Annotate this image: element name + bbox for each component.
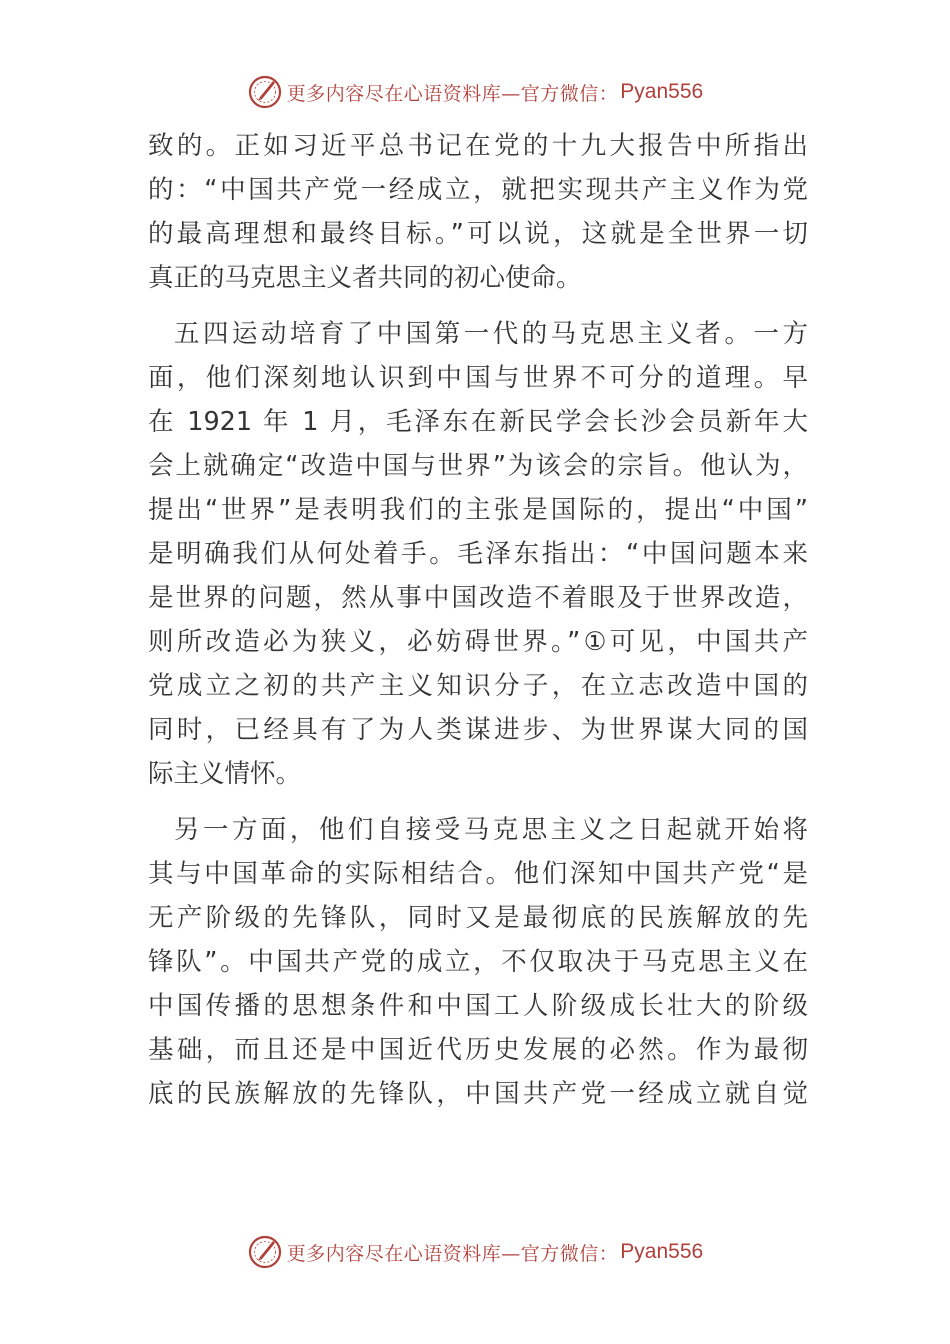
text-line: 锋队”。中国共产党的成立，不仅取决于马克思主义在: [148, 947, 808, 977]
text-line: 无产阶级的先锋队，同时又是最彻底的民族解放的先: [148, 903, 808, 933]
header-banner: [0, 72, 950, 112]
text-line: 基础，而且还是中国近代历史发展的必然。作为最彻: [148, 1035, 808, 1065]
text-line: 提出“世界”是表明我们的主张是国际的，提出“中国”: [148, 495, 808, 525]
banner-wechat-id: Pyan556: [620, 1240, 704, 1263]
text-line: 致的。正如习近平总书记在党的十九大报告中所指出: [148, 131, 808, 161]
text-line: 党成立之初的共产主义知识分子，在立志改造中国的: [148, 671, 808, 701]
text-line: 则所改造必为狭义，必妨碍世界。”①可见，中国共产: [148, 627, 808, 657]
text-line: 五四运动培育了中国第一代的马克思主义者。一方: [174, 319, 808, 349]
text-line: 是世界的问题，然从事中国改造不着眼及于世界改造，: [148, 583, 808, 613]
paragraph-1: [148, 124, 808, 300]
paragraph-3: [148, 808, 808, 1116]
text-line: 面，他们深刻地认识到中国与世界不可分的道理。早: [148, 363, 808, 393]
text-line: 底的民族解放的先锋队，中国共产党一经成立就自觉: [148, 1079, 808, 1109]
paragraph-2: [148, 312, 808, 796]
text-line: 的最高理想和最终目标。”可以说，这就是全世界一切: [148, 219, 808, 249]
text-line: 际主义情怀。: [148, 759, 302, 789]
banner-text: 更多内容尽在心语资料库—官方微信：: [286, 1242, 619, 1265]
banner-text: 更多内容尽在心语资料库—官方微信：: [286, 82, 619, 105]
document-body: [148, 124, 808, 1116]
text-line: 是明确我们从何处着手。毛泽东指出：“中国问题本来: [148, 539, 808, 569]
text-line: 其与中国革命的实际相结合。他们深知中国共产党“是: [148, 859, 808, 889]
text-line: 在 1921 年 1 月，毛泽东在新民学会长沙会员新年大: [148, 407, 808, 437]
logo-icon: [247, 74, 283, 110]
text-line: 同时，已经具有了为人类谋进步、为世界谋大同的国: [148, 715, 808, 745]
footer-banner: [0, 1232, 950, 1272]
text-line: 真正的马克思主义者共同的初心使命。: [148, 263, 582, 293]
banner-wechat-id: Pyan556: [620, 80, 704, 103]
text-line: 的：“中国共产党一经成立，就把实现共产主义作为党: [148, 175, 808, 205]
text-line: 会上就确定“改造中国与世界”为该会的宗旨。他认为，: [148, 451, 808, 481]
text-line: 另一方面，他们自接受马克思主义之日起就开始将: [174, 815, 808, 845]
text-line: 中国传播的思想条件和中国工人阶级成长壮大的阶级: [148, 991, 808, 1021]
logo-icon: [247, 1234, 283, 1270]
